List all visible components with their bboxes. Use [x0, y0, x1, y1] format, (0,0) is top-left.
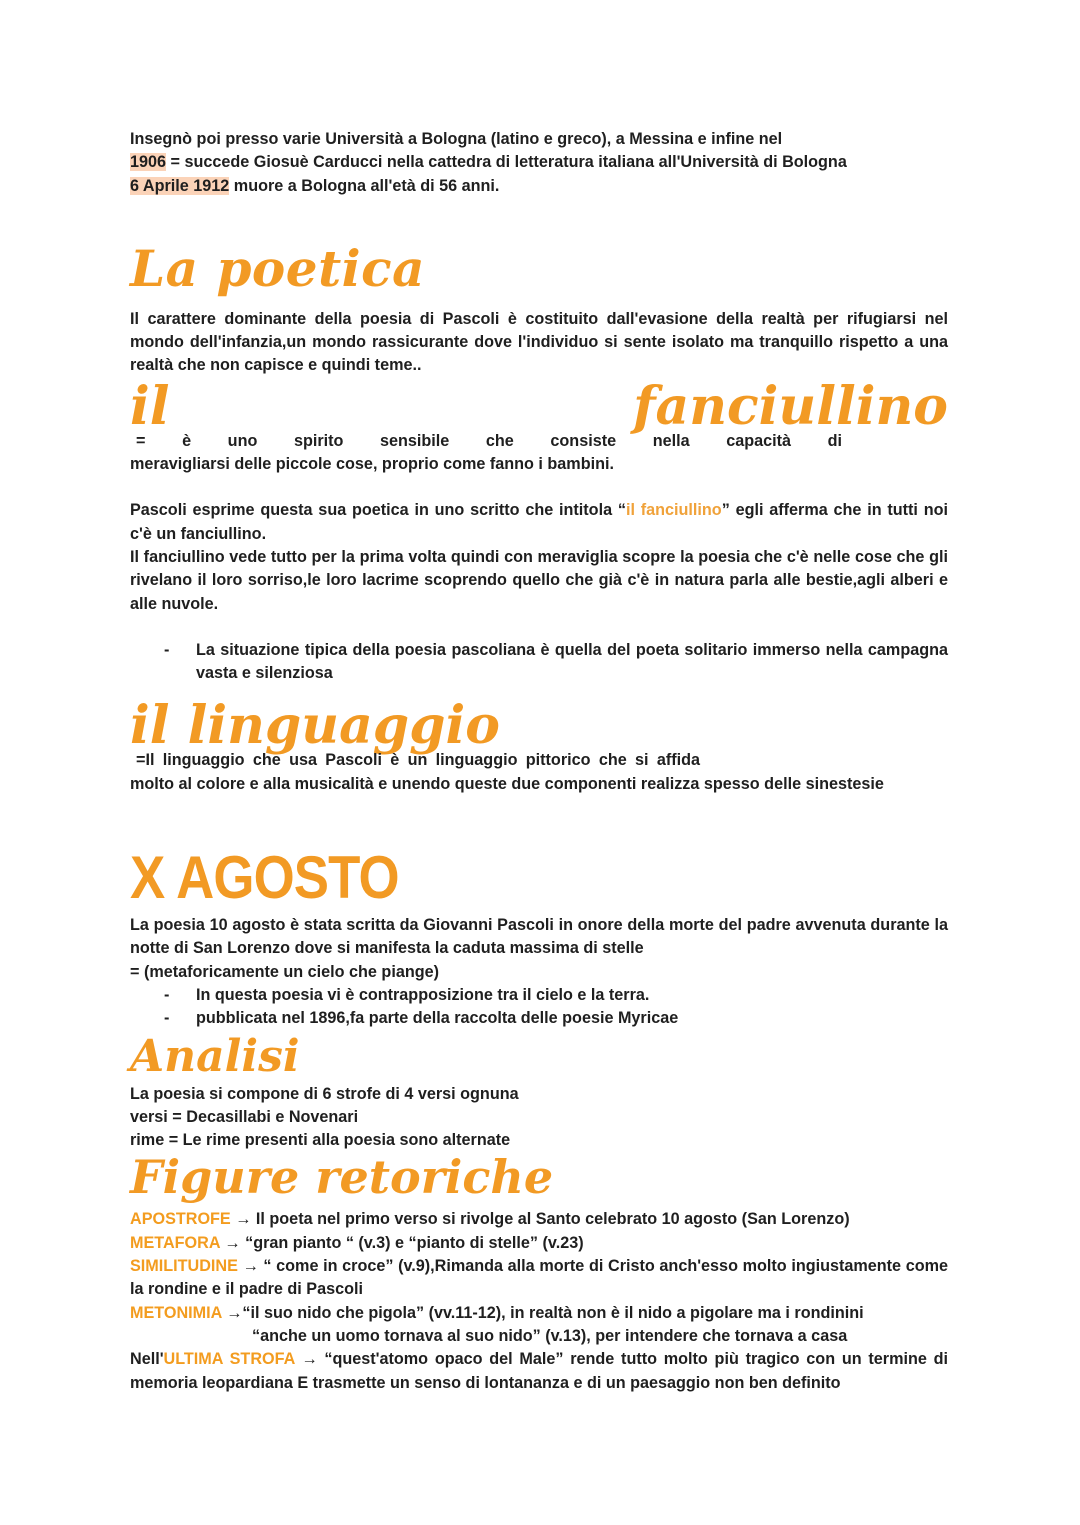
figure-metafora: METAFORA → “gran pianto “ (v.3) e “pianto di stelle” (v.23) [130, 1233, 584, 1252]
linguaggio-definition [130, 695, 948, 772]
intro-line-3 [130, 175, 948, 198]
label-metafora: METAFORA [130, 1233, 220, 1252]
agosto-bullets [130, 984, 948, 1031]
heading-fanciullino: il fanciullino [130, 375, 948, 437]
heading-x-agosto: X AGOSTO [130, 844, 399, 912]
analisi-line-1: La poesia si compone di 6 strofe di 4 versi ognuna [130, 1084, 519, 1103]
fanciullino-bullets [130, 639, 948, 686]
figure-metonimia-2: “anche un uomo tornava al suo nido” (v.13), per intendere che tornava a casa [252, 1326, 848, 1345]
heading-linguaggio: il linguaggio [130, 695, 500, 757]
heading-analisi: Analisi [130, 1030, 300, 1082]
figure-apostrofe: APOSTROFE → Il poeta nel primo verso si rivolge al Santo celebrato 10 agosto (San Lorenzo) [130, 1210, 850, 1229]
fanciullino-def-inline: = è uno spirito sensibile che consiste nella capacità di [136, 431, 842, 450]
agosto-note: = (metaforicamente un cielo che piange) [130, 962, 439, 981]
label-ultima-strofa: ULTIMA STROFA [163, 1350, 295, 1369]
fanciullino-paragraph-1: Pascoli esprime questa sua poetica in uno scritto che intitola “il fanciullino” egli afferma che in tutti noi c'è un fanciullino. [130, 501, 948, 543]
list-item: - La situazione tipica della poesia pascoliana è quella del poeta solitario immerso nella campagna vasta e silenziosa [130, 639, 948, 686]
document-page [130, 128, 948, 1395]
fanciullino-paragraph-2: Il fanciullino vede tutto per la prima volta quindi con meraviglia scopre la poesia che c'è nelle cose che gli rivelano il loro sorriso,le loro lacrime scoprendo quello che già c'è in natura parla alle bestie,agli alberi e alle nuvole. [130, 547, 948, 613]
label-similitudine: SIMILITUDINE [130, 1257, 238, 1276]
analisi-line-3: rime = Le rime presenti alla poesia sono alternate [130, 1131, 511, 1150]
figure-similitudine: SIMILITUDINE → “ come in croce” (v.9),Rimanda alla morte di Cristo anch'esso molto ingiustamente come la rondine e il padre di Pascoli [130, 1257, 948, 1299]
heading-poetica: La poetica [130, 238, 426, 298]
date-1912: 6 Aprile 1912 [130, 176, 230, 195]
figure-ultima-strofa: Nell'ULTIMA STROFA → “quest'atomo opaco del Male” rende tutto molto più tragico con un termine di memoria leopardiana E trasmette un senso di lontananza e di un paesaggio non ben definito [130, 1350, 948, 1392]
intro-text-1: Insegnò poi presso varie Università a Bologna (latino e greco), a Messina e infine nel [130, 130, 783, 148]
list-item: - In questa poesia vi è contrapposizione tra il cielo e la terra. [130, 984, 948, 1007]
label-metonimia: METONIMIA [130, 1303, 222, 1322]
linguaggio-def-rest: molto al colore e alla musicalità e unendo queste due componenti realizza spesso delle sinestesie [130, 774, 884, 793]
agosto-paragraph: La poesia 10 agosto è stata scritta da Giovanni Pascoli in onore della morte del padre avvenuta durante la notte di San Lorenzo dove si manifesta la caduta massima di stelle [130, 916, 948, 958]
intro-line-2 [130, 151, 948, 174]
intro-text-3: muore a Bologna all'età di 56 anni. [229, 176, 500, 195]
fanciullino-title-ref: il fanciullino [625, 501, 722, 520]
date-1906: 1906 [130, 153, 167, 172]
poetica-paragraph: Il carattere dominante della poesia di Pascoli è costituito dall'evasione della realtà per rifugiarsi nel mondo dell'infanzia,un mondo rassicurante dove l'individuo si sente isolato ma tranquillo rispetto a una realtà che non capisce e quindi teme.. [130, 309, 948, 375]
label-apostrofe: APOSTROFE [130, 1210, 231, 1229]
linguaggio-def-inline: =Il linguaggio che usa Pascoli è un linguaggio pittorico che si affida [136, 751, 700, 770]
list-item: - pubblicata nel 1896,fa parte della raccolta delle poesie Myricae [130, 1007, 948, 1030]
analisi-line-2: versi = Decasillabi e Novenari [130, 1107, 359, 1126]
fanciullino-def-rest: meravigliarsi delle piccole cose, proprio come fanno i bambini. [130, 455, 614, 474]
intro-line-1 [130, 128, 948, 151]
heading-figure-retoriche: Figure retoriche [130, 1150, 554, 1205]
fanciullino-definition [130, 375, 948, 453]
intro-text-2: = succede Giosuè Carducci nella cattedra di letteratura italiana all'Università di Bologna [166, 153, 847, 172]
figure-metonimia: METONIMIA →“il suo nido che pigola” (vv.11-12), in realtà non è il nido a pigolare ma i rondinini [130, 1303, 864, 1322]
